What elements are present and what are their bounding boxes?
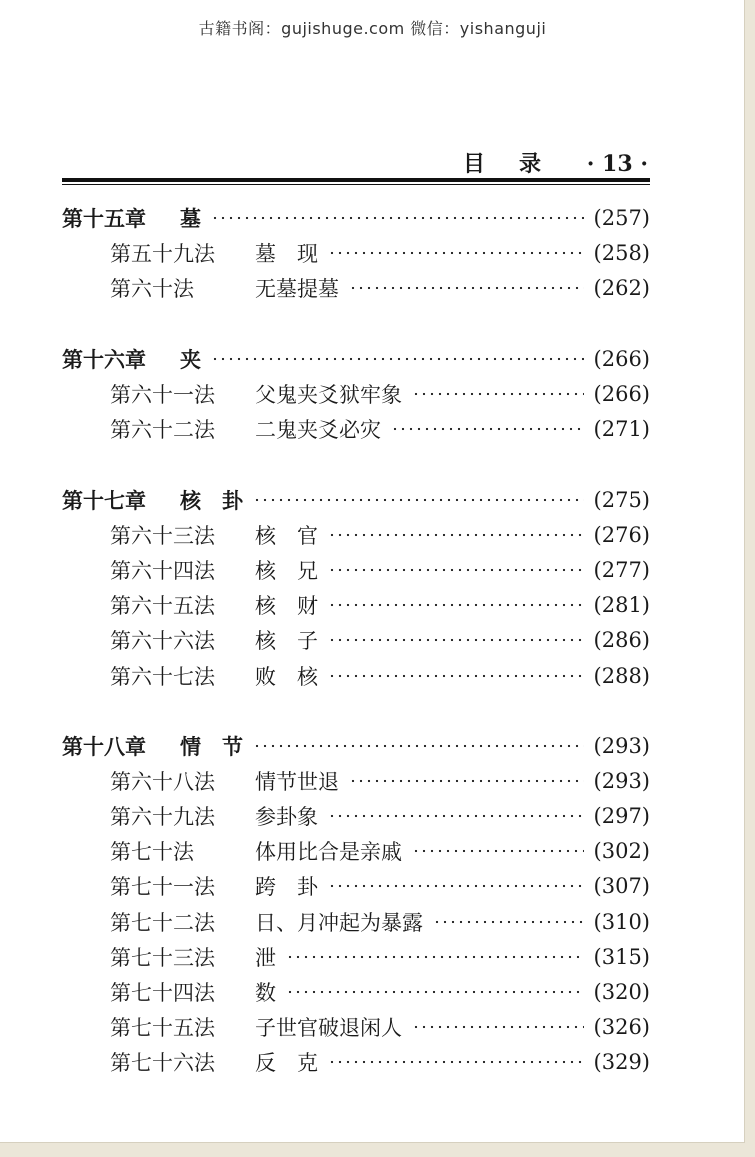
header-rule-thin	[62, 184, 650, 185]
entry-title: 日、月冲起为暴露	[255, 910, 423, 935]
entry-page-number: (320)	[593, 979, 650, 1004]
dot-leader	[412, 849, 584, 853]
toc-chapter-entry	[62, 482, 650, 517]
entry-page-number: (326)	[593, 1015, 650, 1040]
entry-page-number: (277)	[593, 557, 650, 582]
entry-title: 无墓提墓	[255, 276, 339, 301]
toc-method-entry	[62, 869, 650, 904]
entry-number: 第六十一法	[110, 382, 215, 407]
dot-leader	[211, 216, 584, 220]
toc-method-entry	[62, 834, 650, 869]
entry-title: 核 财	[255, 594, 318, 619]
entry-title: 核 官	[255, 523, 318, 548]
entry-title: 跨 卦	[255, 875, 318, 900]
dot-leader	[349, 779, 584, 783]
dot-leader	[328, 568, 584, 572]
dot-leader	[286, 955, 584, 959]
dot-leader	[328, 638, 584, 642]
dot-leader	[412, 392, 584, 396]
entry-page-number: (276)	[593, 522, 650, 547]
entry-number: 第六十九法	[110, 804, 215, 829]
dot-leader	[286, 990, 584, 994]
dot-leader	[349, 286, 584, 290]
toc-method-entry	[62, 974, 650, 1009]
dot-leader	[328, 674, 584, 678]
entry-page-number: (288)	[593, 663, 650, 688]
entry-title: 父鬼夹爻狱牢象	[255, 382, 402, 407]
entry-page-number: (271)	[593, 416, 650, 441]
header-title: 目录	[463, 151, 576, 177]
entry-number: 第十八章	[62, 733, 146, 759]
entry-number: 第七十二法	[110, 910, 215, 935]
toc-method-entry	[62, 552, 650, 587]
toc-chapter-entry	[62, 341, 650, 376]
toc-method-entry	[62, 1010, 650, 1045]
toc-method-entry	[62, 517, 650, 552]
entry-number: 第六十六法	[110, 629, 215, 654]
entry-number: 第六十二法	[110, 417, 215, 442]
dot-leader	[328, 251, 584, 255]
entry-page-number: (293)	[593, 733, 650, 758]
entry-page-number: (258)	[593, 240, 650, 265]
entry-number: 第七十三法	[110, 945, 215, 970]
entry-title: 反 克	[255, 1051, 318, 1076]
dot-leader	[328, 533, 584, 537]
entry-number: 第十七章	[62, 487, 146, 513]
entry-page-number: (293)	[593, 768, 650, 793]
header-rule-thick	[62, 178, 650, 182]
entry-title: 泄	[255, 945, 276, 970]
entry-number: 第六十八法	[110, 769, 215, 794]
entry-page-number: (297)	[593, 803, 650, 828]
entry-page-number: (310)	[593, 909, 650, 934]
toc-method-entry	[62, 904, 650, 939]
entry-page-number: (275)	[593, 487, 650, 512]
toc-method-entry	[62, 798, 650, 833]
entry-number: 第六十五法	[110, 594, 215, 619]
entry-number: 第六十三法	[110, 523, 215, 548]
entry-title: 墓	[180, 205, 201, 231]
entry-number: 第七十四法	[110, 980, 215, 1005]
entry-page-number: (262)	[593, 275, 650, 300]
entry-title: 核 兄	[255, 558, 318, 583]
entry-title: 子世官破退闲人	[255, 1016, 402, 1041]
toc-method-entry	[62, 1045, 650, 1080]
toc-method-entry	[62, 588, 650, 623]
dot-leader	[391, 427, 584, 431]
dot-leader	[253, 498, 584, 502]
entry-title: 核 卦	[180, 487, 243, 513]
dot-leader	[433, 920, 584, 924]
entry-page-number: (329)	[593, 1050, 650, 1075]
entry-title: 情节世退	[255, 769, 339, 794]
entry-title: 败 核	[255, 664, 318, 689]
dot-leader	[328, 1060, 584, 1064]
entry-number: 第七十一法	[110, 875, 215, 900]
entry-page-number: (266)	[593, 381, 650, 406]
entry-title: 墓 现	[255, 241, 318, 266]
entry-number: 第七十六法	[110, 1051, 215, 1076]
entry-page-number: (286)	[593, 628, 650, 653]
toc-method-entry	[62, 235, 650, 270]
entry-number: 第六十法	[110, 276, 194, 301]
entry-title: 夹	[180, 346, 201, 372]
toc-method-entry	[62, 376, 650, 411]
toc-method-entry	[62, 763, 650, 798]
entry-page-number: (302)	[593, 839, 650, 864]
entry-number: 第十六章	[62, 346, 146, 372]
entry-number: 第七十法	[110, 840, 194, 865]
entry-title: 体用比合是亲戚	[255, 840, 402, 865]
toc-method-entry	[62, 411, 650, 446]
entry-page-number: (315)	[593, 944, 650, 969]
entry-page-number: (257)	[593, 205, 650, 230]
entry-page-number: (281)	[593, 593, 650, 618]
entry-page-number: (307)	[593, 874, 650, 899]
toc-chapter-entry	[62, 728, 650, 763]
dot-leader	[328, 814, 584, 818]
dot-leader	[328, 884, 584, 888]
dot-leader	[328, 603, 584, 607]
page-number: · 13 ·	[586, 151, 648, 177]
entry-number: 第五十九法	[110, 241, 215, 266]
entry-title: 数	[255, 980, 276, 1005]
entry-title: 参卦象	[255, 804, 318, 829]
toc-method-entry	[62, 939, 650, 974]
entry-title: 核 子	[255, 629, 318, 654]
dot-leader	[211, 357, 584, 361]
entry-title: 二鬼夹爻必灾	[255, 417, 381, 442]
toc-chapter-entry	[62, 200, 650, 235]
watermark-text: 古籍书阁：gujishuge.com 微信：yishanguji	[198, 19, 547, 38]
dot-leader	[412, 1025, 584, 1029]
toc-method-entry	[62, 270, 650, 305]
entry-title: 情 节	[180, 733, 243, 759]
entry-page-number: (266)	[593, 346, 650, 371]
toc-method-entry	[62, 658, 650, 693]
entry-number: 第六十四法	[110, 558, 215, 583]
entry-number: 第十五章	[62, 205, 146, 231]
running-header	[62, 145, 650, 179]
entry-number: 第七十五法	[110, 1016, 215, 1041]
dot-leader	[253, 744, 584, 748]
toc-method-entry	[62, 623, 650, 658]
entry-number: 第六十七法	[110, 664, 215, 689]
